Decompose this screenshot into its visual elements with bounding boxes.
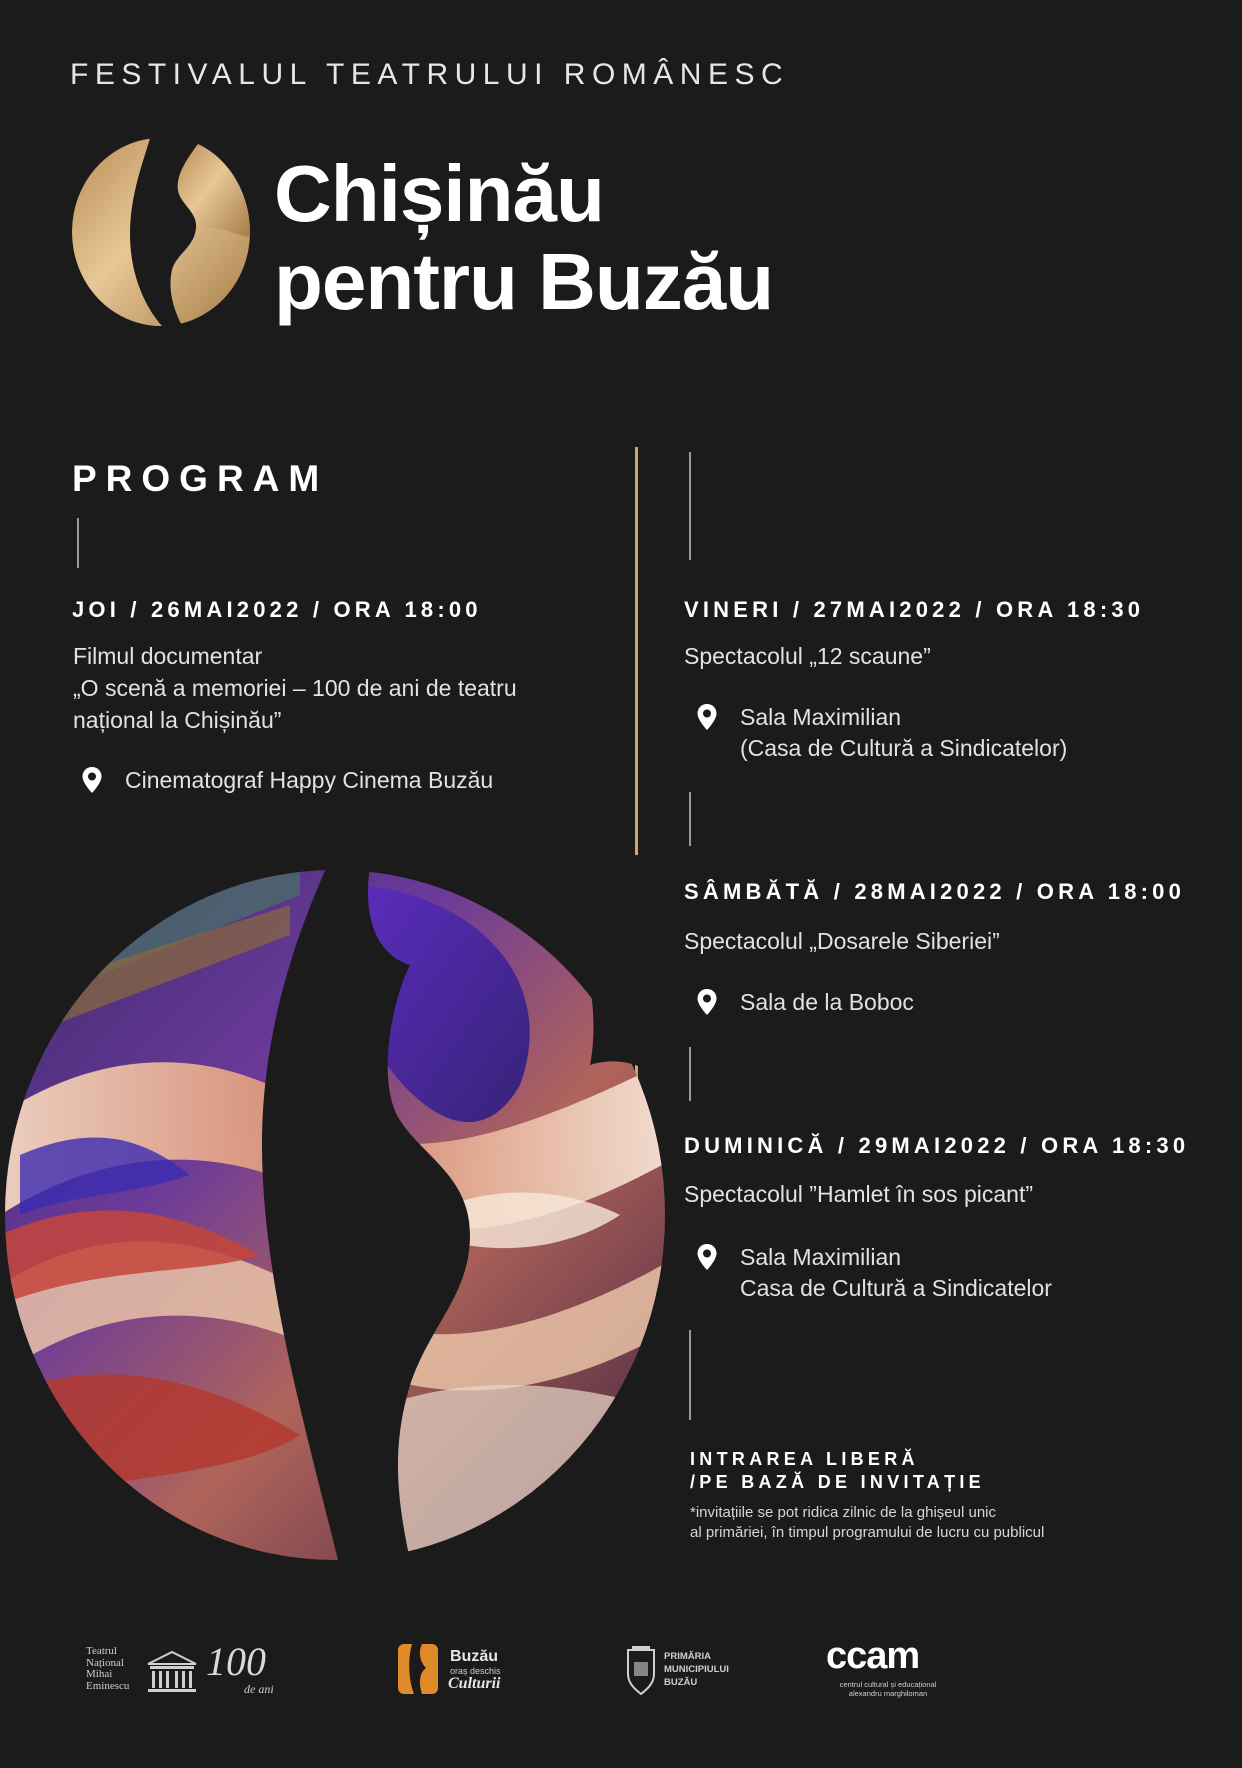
buzau-sub: oraș deschis	[450, 1666, 501, 1676]
program-heading: PROGRAM	[72, 458, 329, 499]
primaria-line: BUZĂU	[664, 1677, 698, 1688]
tnme-line: Teatrul	[86, 1645, 117, 1657]
location-pin-icon	[696, 1243, 718, 1271]
entry-line-1: INTRAREA LIBERĂ	[690, 1449, 919, 1469]
tnme-name	[86, 1646, 129, 1692]
event-2-location	[696, 702, 1067, 764]
primaria-name	[664, 1650, 729, 1689]
partner-ccam-logo	[826, 1635, 956, 1700]
partner-primaria-logo	[624, 1646, 734, 1698]
divider	[689, 792, 691, 846]
partner-tnme-logo	[86, 1639, 296, 1700]
ccam-sub-line: alexandru marghiloman	[848, 1689, 928, 1698]
event-4-location-line: Casa de Cultură a Sindicatelor	[740, 1275, 1052, 1301]
divider	[689, 1047, 691, 1101]
entry-line-2: /PE BAZĂ DE INVITAȚIE	[690, 1472, 985, 1492]
event-3-date: SÂMBĂTĂ / 28MAI2022 / ORA 18:00	[684, 879, 1186, 904]
ccam-sub	[832, 1680, 944, 1698]
divider	[77, 518, 79, 568]
divider	[689, 452, 691, 560]
event-1-location-line: Cinematograf Happy Cinema Buzău	[125, 767, 494, 793]
location-pin-icon	[81, 766, 103, 794]
buzau-culture: Culturii	[448, 1675, 501, 1692]
buzau-title: Buzău	[450, 1648, 498, 1665]
title-line-2: pentru Buzău	[274, 237, 774, 326]
location-pin-icon	[696, 988, 718, 1016]
event-1-date: JOI / 26MAI2022 / ORA 18:00	[72, 597, 482, 622]
divider	[689, 1330, 691, 1420]
event-2-description: Spectacolul „12 scaune”	[684, 643, 931, 669]
tnme-line: Mihai	[86, 1668, 113, 1680]
ccam-name: ccam	[826, 1635, 920, 1677]
note-line-1: *invitațiile se pot ridica zilnic de la ghișeul unic	[690, 1504, 996, 1521]
event-4-description: Spectacolul ”Hamlet în sos picant”	[684, 1181, 1033, 1207]
location-pin-icon	[696, 703, 718, 731]
tnme-line: Eminescu	[86, 1679, 130, 1692]
tnme-line: Național	[86, 1656, 124, 1669]
primaria-line: PRIMĂRIA	[664, 1651, 711, 1662]
event-2-location-line: Sala Maximilian	[740, 704, 902, 730]
festival-logo-icon	[72, 138, 250, 326]
invitation-note	[690, 1503, 1044, 1543]
event-4-location-line: Sala Maximilian	[740, 1244, 902, 1270]
partner-buzau-logo	[398, 1642, 528, 1698]
title-line-1: Chișinău	[274, 149, 604, 238]
tnme-sub: de ani	[244, 1682, 274, 1696]
event-4-location	[696, 1242, 1052, 1304]
entry-info	[690, 1448, 985, 1494]
event-3-location	[696, 987, 914, 1018]
event-3-location-line: Sala de la Boboc	[740, 989, 914, 1015]
event-2-date: VINERI / 27MAI2022 / ORA 18:30	[684, 597, 1145, 622]
event-1-line: Filmul documentar	[73, 643, 263, 669]
event-1-location	[81, 765, 493, 796]
event-4-date: DUMINICĂ / 29MAI2022 / ORA 18:30	[684, 1133, 1190, 1158]
theater-building-icon	[144, 1650, 200, 1694]
event-1-description	[73, 640, 517, 736]
event-3-description: Spectacolul „Dosarele Siberiei”	[684, 928, 1000, 954]
event-1-line: național la Chișinău”	[73, 707, 282, 733]
event-2-location-line: (Casa de Cultură a Sindicatelor)	[740, 735, 1068, 761]
tnme-years: 100	[206, 1639, 266, 1684]
theater-photo-logo-shape	[0, 855, 680, 1560]
ccam-sub-line: centrul cultural și educațional	[839, 1680, 937, 1689]
coat-of-arms-icon	[624, 1646, 658, 1696]
primaria-line: MUNICIPIULUI	[664, 1664, 729, 1675]
buzau-culture-icon	[398, 1642, 442, 1696]
festival-title	[274, 150, 773, 326]
event-1-line: „O scenă a memoriei – 100 de ani de teatru	[73, 675, 517, 701]
festival-name: FESTIVALUL TEATRULUI ROMÂNESC	[70, 58, 790, 91]
note-line-2: al primăriei, în timpul programului de lucru cu publicul	[690, 1524, 1045, 1541]
